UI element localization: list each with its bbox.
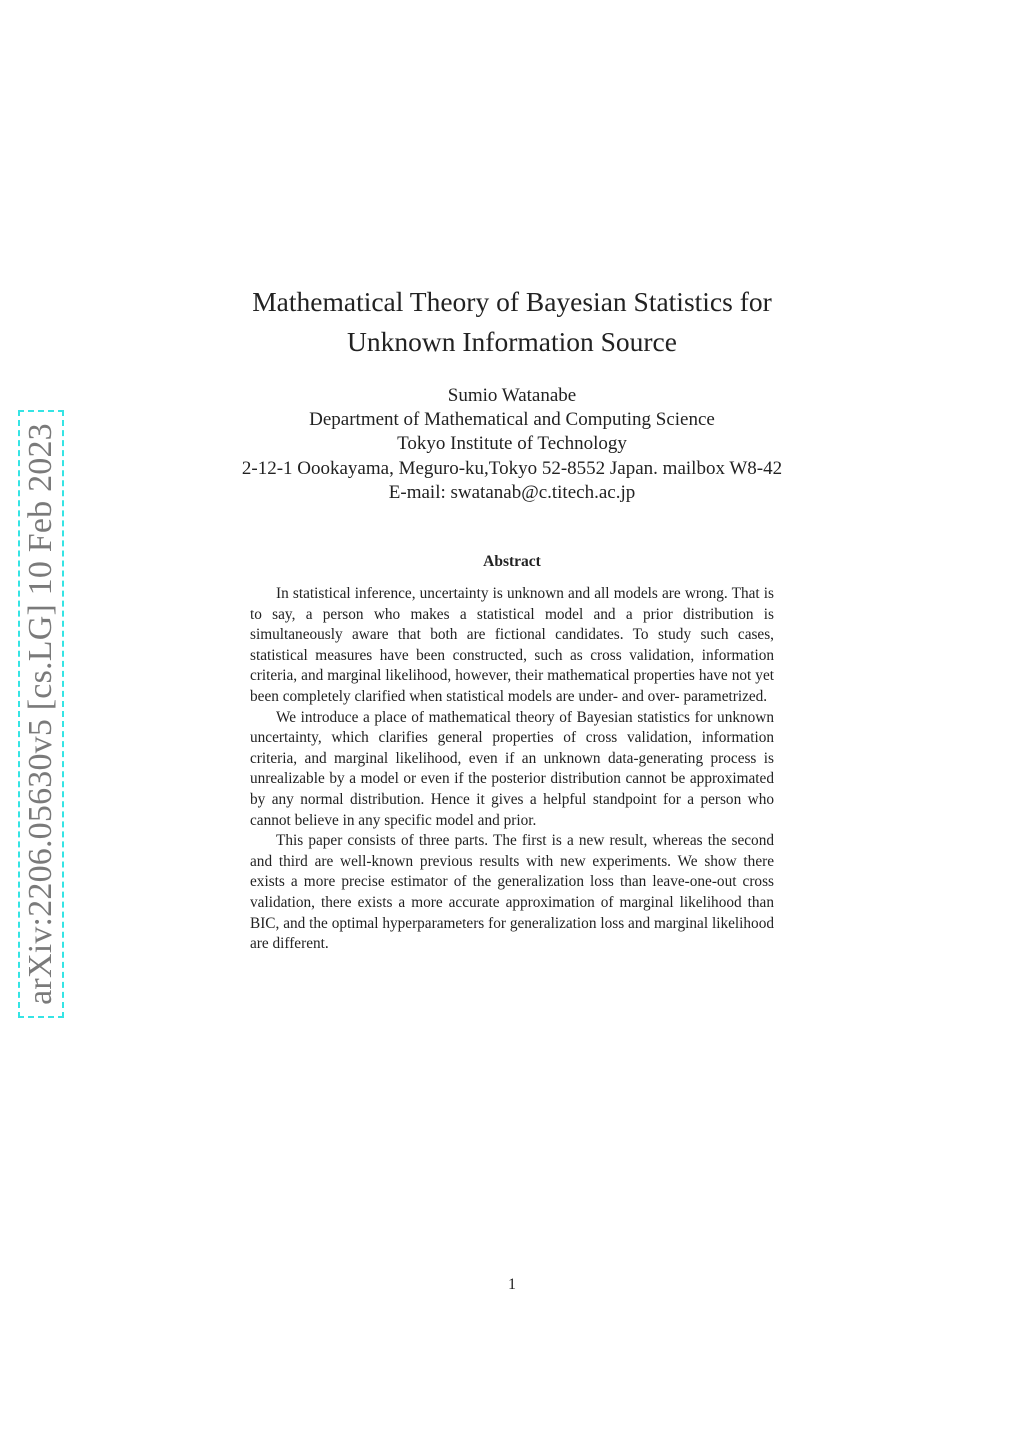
abstract-heading: Abstract: [483, 553, 541, 570]
title-line-1: Mathematical Theory of Bayesian Statistics for: [252, 286, 772, 317]
page-number: 1: [508, 1276, 516, 1293]
abstract-body: [250, 584, 774, 955]
author-name: Sumio Watanabe: [447, 385, 577, 406]
author-department: Department of Mathematical and Computing Science: [309, 409, 715, 431]
abstract-paragraph-2: We introduce a place of mathematical theory of Bayesian statistics for unknown uncertainty, which clarifies general properties of cross validation, information criteria, and marginal likelihood, even if an unknown data-generating process is unrealizable by a model or even if the posterior distribution cannot be approximated by any normal distribution. Hence it gives a helpful standpoint for a person who cannot believe in any specific model and prior.: [250, 708, 774, 829]
abstract-paragraph-3: This paper consists of three parts. The first is a new result, whereas the second and third are well-known previous results with new experiments. We show there exists a more precise estimator of the generalization loss than leave-one-out cross validation, there exists a more accurate approximation of marginal likelihood than BIC, and the optimal hyperparameters for generalization loss and marginal likelihood are different.: [250, 832, 774, 953]
arxiv-identifier-text: arXiv:2206.05630v5 [cs.LG] 10 Feb 2023: [22, 423, 59, 1005]
paper-title: [180, 282, 844, 362]
abstract-paragraph-1: In statistical inference, uncertainty is unknown and all models are wrong. That is to say, a person who makes a statistical model and a prior distribution is simultaneously aware that both are fictional candidates. To study such cases, statistical measures have been constructed, such as cross validation, information criteria, and marginal likelihood, however, their mathematical properties have not yet been completely clarified when statistical models are under- and over- parametrized.: [250, 585, 774, 705]
arxiv-identifier-stamp: [18, 410, 64, 1018]
author-institution: Tokyo Institute of Technology: [397, 433, 627, 455]
author-email: E-mail: swatanab@c.titech.ac.jp: [388, 481, 636, 503]
author-block: [160, 384, 864, 505]
title-line-2: Unknown Information Source: [347, 326, 677, 357]
author-address: 2-12-1 Oookayama, Meguro-ku,Tokyo 52-8552 Japan. mailbox W8-42: [241, 457, 783, 479]
